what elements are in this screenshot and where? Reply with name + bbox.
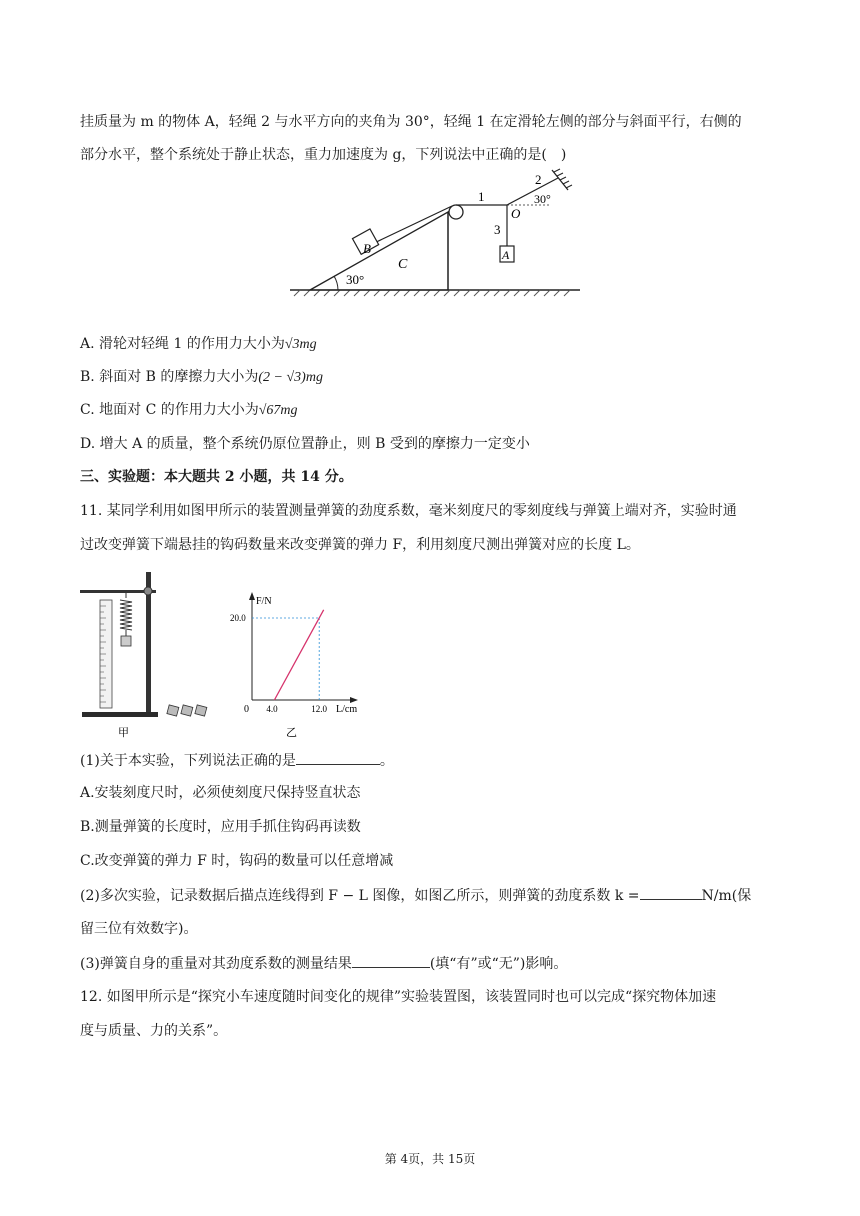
label-2: 2 <box>535 172 542 187</box>
chart-x-tick-label: 4.0 <box>266 704 278 714</box>
angle-rope-label: 30° <box>534 192 551 206</box>
q12-line1: 12. 如图甲所示是“探究小车速度随时间变化的规律”实验装置图，该装置同时也可以完成“探究物体加速 <box>80 989 717 1005</box>
q10-line2: 部分水平，整个系统处于静止状态，重力加速度为 g，下列说法中正确的是( ) <box>80 147 567 163</box>
chart-y-tick-label: 20.0 <box>230 613 246 623</box>
label-B: B <box>363 241 371 256</box>
q11-part2 <box>80 885 751 906</box>
option-d-text: D. 增大 A 的质量，整个系统仍原位置静止，则 B 受到的摩擦力一定变小 <box>80 436 530 452</box>
option-c <box>80 400 298 421</box>
q11-part1 <box>80 750 394 771</box>
option-a-text: A. 滑轮对轻绳 1 的作用力大小为 <box>80 336 285 352</box>
q11-choice-b: B.测量弹簧的长度时，应用手抓住钩码再读数 <box>80 819 361 835</box>
fig-jia-label: 甲 <box>118 727 129 739</box>
q11-part2-cont: 留三位有效数字)。 <box>80 921 198 937</box>
answer-blank-1[interactable] <box>296 750 380 765</box>
q11-part3-text: (3)弹簧自身的重量对其劲度系数的测量结果 <box>80 956 352 972</box>
q11-part3 <box>80 953 567 974</box>
q11-part2-unit: N/m(保 <box>701 888 752 904</box>
answer-blank-2[interactable] <box>640 885 702 900</box>
apparatus-figure <box>78 570 218 740</box>
option-b <box>80 367 323 388</box>
incline-figure <box>280 168 590 298</box>
q11-line2: 过改变弹簧下端悬挂的钩码数量来改变弹簧的弹力 F，利用刻度尺测出弹簧对应的长度 L。 <box>80 537 640 553</box>
chart-y-label: F/N <box>256 596 272 607</box>
page-footer: 第 4页，共 15页 <box>384 1152 476 1166</box>
option-d <box>80 434 530 454</box>
section3-heading: 三、实验题：本大题共 2 小题，共 14 分。 <box>80 469 353 485</box>
option-a-math: √3mg <box>284 337 317 352</box>
label-O: O <box>511 206 521 221</box>
q11-choice-a: A.安装刻度尺时，必须使刻度尺保持竖直状态 <box>80 785 361 801</box>
label-3: 3 <box>494 222 501 237</box>
q11-part3-end: (填“有”或“无”)影响。 <box>429 956 568 972</box>
q12-line2: 度与质量、力的关系”。 <box>80 1023 228 1039</box>
q11-part1-text: (1)关于本实验，下列说法正确的是 <box>80 753 296 769</box>
q11-part2-text: (2)多次实验，记录数据后描点连线得到 F − L 图像，如图乙所示，则弹簧的劲度系数 k = <box>80 888 640 904</box>
chart-origin-label: 0 <box>244 704 249 715</box>
q11-part1-end: 。 <box>379 753 394 769</box>
label-C: C <box>398 257 408 272</box>
label-A: A <box>502 248 510 262</box>
option-c-text: C. 地面对 C 的作用力大小为 <box>80 402 259 418</box>
option-a <box>80 334 317 355</box>
angle-incline-label: 30° <box>346 272 365 287</box>
chart-x-tick-label: 12.0 <box>311 704 327 714</box>
answer-blank-3[interactable] <box>352 953 430 968</box>
q11-choice-c: C.改变弹簧的弹力 F 时，钩码的数量可以任意增减 <box>80 853 394 869</box>
fig-yi-label: 乙 <box>286 727 297 739</box>
chart-x-label: L/cm <box>336 704 358 715</box>
q10-line1: 挂质量为 m 的物体 A，轻绳 2 与水平方向的夹角为 30°，轻绳 1 在定滑轮左侧的部分与斜面平行，右侧的 <box>80 114 742 130</box>
option-b-math: (2 − √3)mg <box>258 370 323 385</box>
q11-line1: 11. 某同学利用如图甲所示的装置测量弹簧的劲度系数，毫米刻度尺的零刻度线与弹簧上端对齐，实验时通 <box>80 503 737 519</box>
label-1: 1 <box>478 189 485 204</box>
f-l-chart <box>228 590 368 740</box>
option-c-math: √67mg <box>258 403 298 418</box>
option-b-text: B. 斜面对 B 的摩擦力大小为 <box>80 369 259 385</box>
chart-series-line <box>274 610 323 700</box>
